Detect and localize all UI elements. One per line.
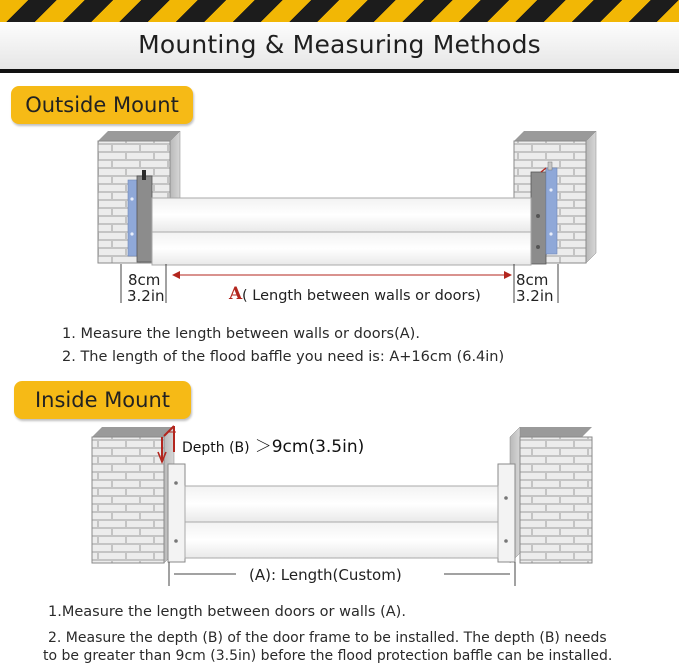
inside-step-2: 2. Measure the depth (B) of the door frame to be installed. The depth (B) needs — [48, 630, 607, 646]
right-width-in: 3.2in — [516, 287, 554, 305]
left-width-cm: 8cm — [128, 271, 161, 289]
inside-right-wall — [510, 427, 592, 563]
custom-length-label: (A): Length(Custom) — [249, 566, 402, 584]
depth-b-label — [182, 432, 364, 457]
length-between-walls-label: ( Length between walls or doors) — [242, 288, 481, 304]
length-marker-a: A — [229, 284, 243, 304]
inside-step-1: 1.Measure the length between doors or walls (A). — [48, 604, 406, 620]
depth-b-value: ＞9cm(3.5in) — [254, 437, 365, 457]
outside-mount-heading: Outside Mount — [11, 86, 193, 124]
outside-step-2: 2. The length of the flood baffle you need is: A+16cm (6.4in) — [62, 349, 505, 365]
depth-b-name: Depth (B) — [182, 440, 250, 456]
page-title: Mounting & Measuring Methods — [138, 30, 541, 59]
inside-left-bracket — [168, 464, 185, 562]
outside-step-1: 1. Measure the length between walls or doors(A). — [62, 326, 420, 342]
outside-flood-panels — [152, 198, 531, 265]
inside-flood-panels — [185, 486, 498, 558]
right-width-cm: 8cm — [516, 271, 549, 289]
inside-right-bracket — [498, 464, 515, 562]
outside-right-bracket — [531, 162, 557, 264]
outside-left-bracket — [128, 170, 152, 262]
inside-mount-heading: Inside Mount — [14, 381, 191, 419]
left-width-in: 3.2in — [127, 287, 165, 305]
inside-step-2-continued: to be greater than 9cm (3.5in) before the flood protection baffle can be installed. — [43, 648, 613, 664]
